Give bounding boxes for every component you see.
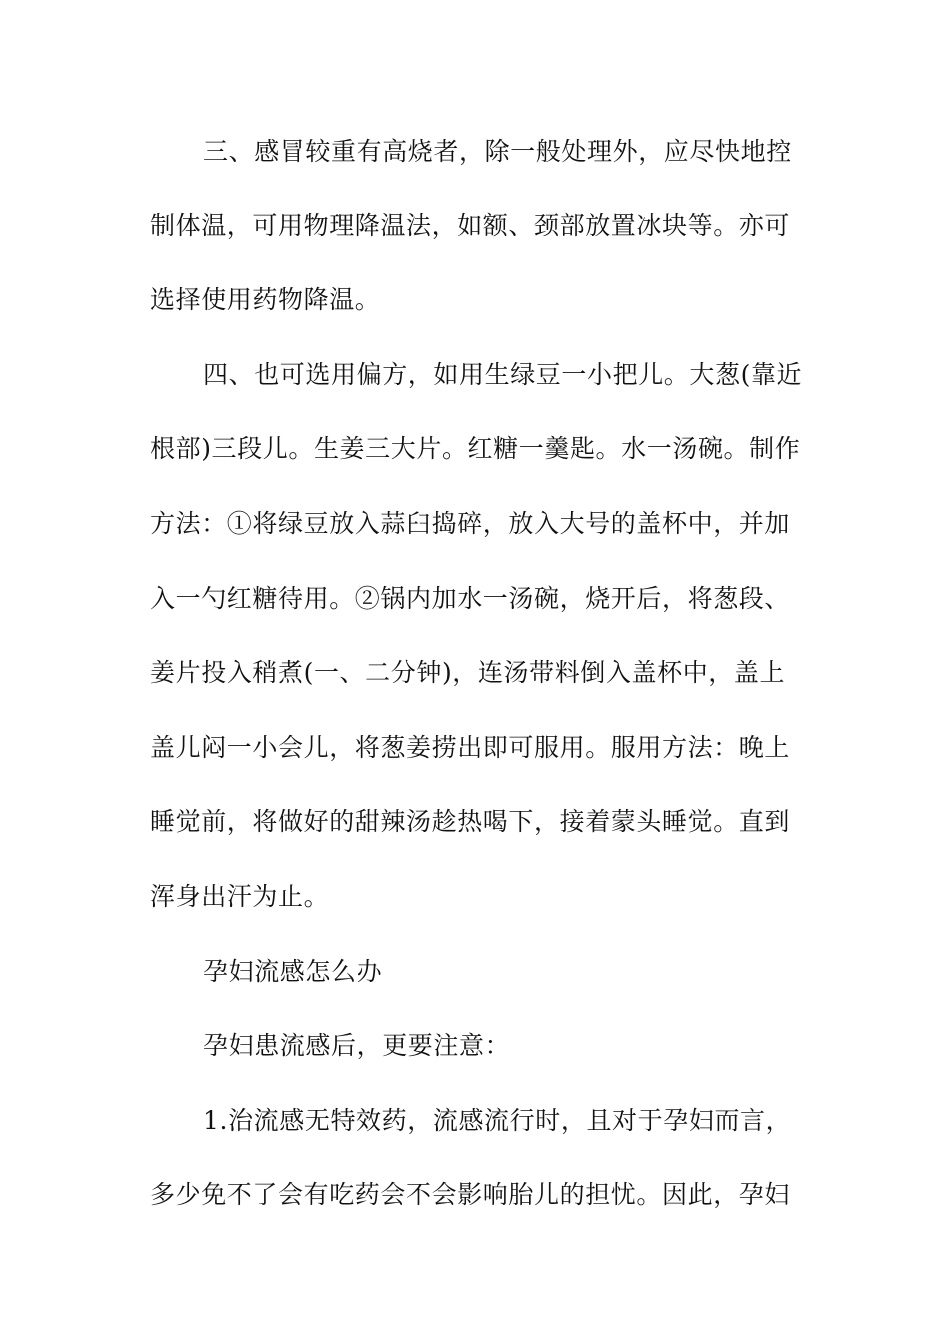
paragraph-4-line-7: 睡觉前，将做好的甜辣汤趁热喝下，接着蒙头睡觉。直到 [150,807,791,836]
paragraph-3-line-3: 选择使用药物降温。 [150,285,381,314]
section-heading: 孕妇流感怎么办 [203,957,383,986]
paragraph-4-line-3: 方法：①将绿豆放入蒜臼捣碎，放入大号的盖杯中，并加 [150,509,791,538]
paragraph-4-line-5: 姜片投入稍煮(一、二分钟)，连汤带料倒入盖杯中，盖上 [150,658,786,687]
item-1-line-1: 1.治流感无特效药，流感流行时，且对于孕妇而言， [203,1106,792,1135]
paragraph-4-line-4: 入一勺红糖待用。②锅内加水一汤碗，烧开后，将葱段、 [150,584,791,613]
paragraph-4-line-2: 根部)三段儿。生姜三大片。红糖一羹匙。水一汤碗。制作 [150,434,801,463]
paragraph-4-line-6: 盖儿闷一小会儿，将葱姜捞出即可服用。服用方法：晚上 [150,733,791,762]
paragraph-4-line-8: 浑身出汗为止。 [150,882,330,911]
intro-line: 孕妇患流感后，更要注意： [203,1031,511,1060]
paragraph-3-line-2: 制体温，可用物理降温法，如额、颈部放置冰块等。亦可 [150,211,791,240]
item-1-line-2: 多少免不了会有吃药会不会影响胎儿的担忧。因此，孕妇 [150,1180,791,1209]
paragraph-3-line-1: 三、感冒较重有高烧者，除一般处理外，应尽快地控 [203,137,792,166]
paragraph-4-line-1: 四、也可选用偏方，如用生绿豆一小把儿。大葱(靠近 [203,360,803,389]
